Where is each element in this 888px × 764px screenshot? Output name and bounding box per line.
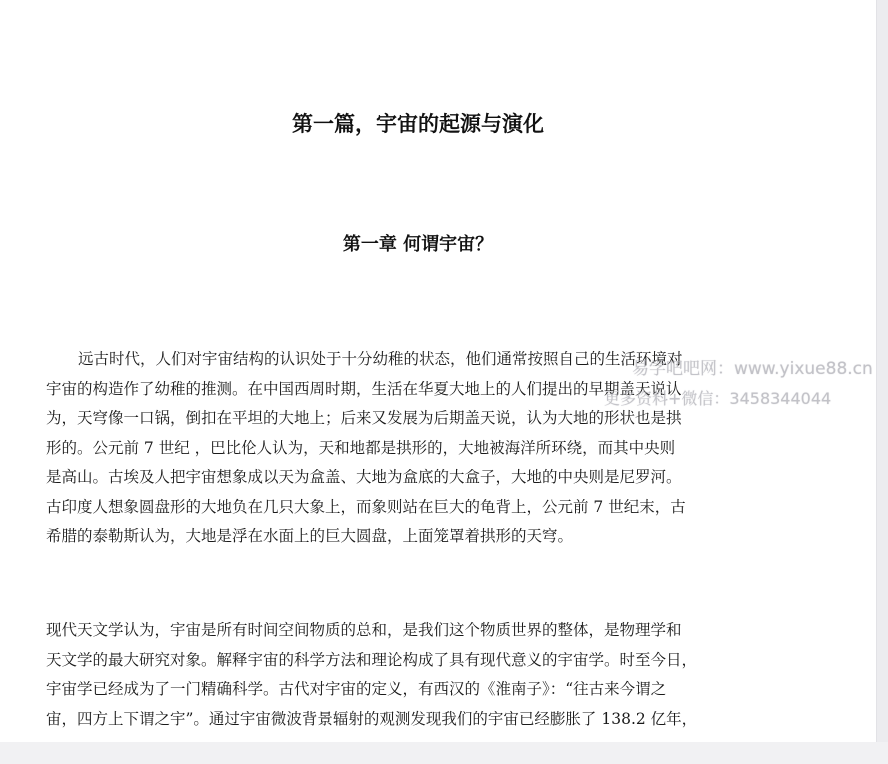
paragraph-line: 为，天穹像一口锅，倒扣在平坦的大地上；后来又发展为后期盖天说，认为大地的形状也是拱 bbox=[46, 409, 682, 427]
chapter-title: 第一章 何谓宇宙？ bbox=[342, 234, 494, 255]
part-title: 第一篇，宇宙的起源与演化 bbox=[292, 111, 544, 136]
paragraph-line: 宙，四方上下谓之宇”。通过宇宙微波背景辐射的观测发现我们的宇宙已经膨胀了 138.2 亿年， bbox=[46, 709, 698, 728]
watermark-site: 易学吧吧网：www.yixue88.cn bbox=[632, 359, 873, 379]
paragraph-line: 是高山。古埃及人把宇宙想象成以天为盒盖、大地为盒底的大盒子，大地的中央则是尼罗河。 bbox=[46, 468, 682, 486]
paragraph-line: 宇宙的构造作了幼稚的推测。在中国西周时期，生活在华夏大地上的人们提出的早期盖天说认 bbox=[46, 379, 682, 398]
watermark-contact: 更多资料+微信：3458344044 bbox=[604, 389, 832, 408]
vertical-scrollbar-track[interactable] bbox=[876, 0, 888, 764]
paragraph-line: 宇宙学已经成为了一门精确科学。古代对宇宙的定义，有西汉的《淮南子》：“往古来今谓之 bbox=[46, 680, 667, 698]
paragraph-line: 古印度人想象圆盘形的大地负在几只大象上，而象则站在巨大的龟背上，公元前 7 世纪末，古 bbox=[46, 497, 686, 516]
watermark bbox=[604, 356, 876, 412]
paragraph-line: 天文学的最大研究对象。解释宇宙的科学方法和理论构成了具有现代意义的宇宙学。时至今日， bbox=[46, 650, 698, 669]
paragraph-line: 远古时代，人们对宇宙结构的认识处于十分幼稚的状态，他们通常按照自己的生活环境对 bbox=[78, 350, 683, 368]
paragraph-line: 希腊的泰勒斯认为，大地是浮在水面上的巨大圆盘，上面笼罩着拱形的天穹。 bbox=[46, 527, 574, 545]
paragraph-line: 现代天文学认为，宇宙是所有时间空间物质的总和，是我们这个物质世界的整体，是物理学和 bbox=[46, 621, 682, 639]
page-gap-bottom bbox=[0, 742, 888, 764]
paragraph-modern-cosmology bbox=[46, 616, 798, 734]
paragraph-line: 形的。公元前 7 世纪 ，巴比伦人认为，天和地都是拱形的，大地被海洋所环绕，而其中央则 bbox=[46, 438, 676, 457]
